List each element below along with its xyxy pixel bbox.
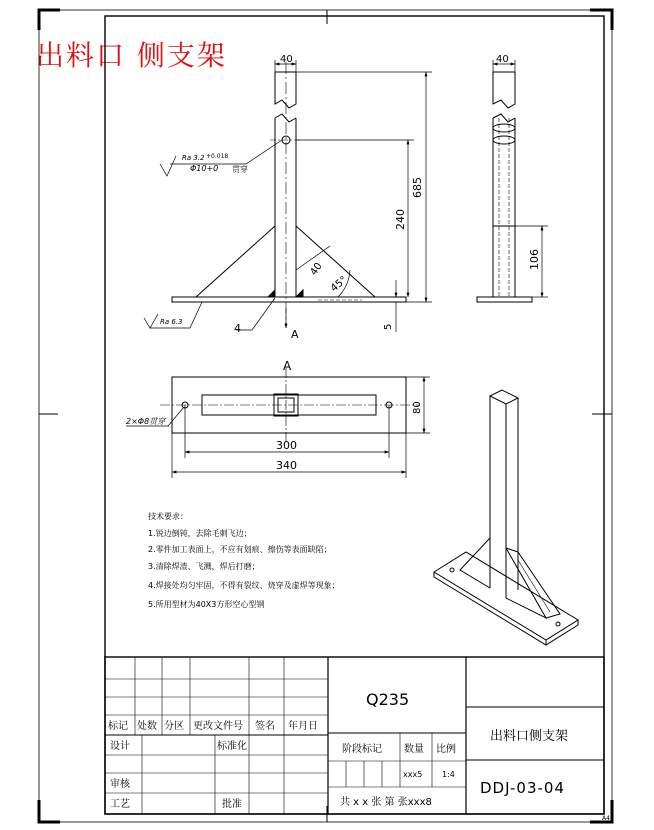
dim-height-106: 106	[528, 249, 541, 270]
hole-roughness: Ra 3.2	[182, 154, 205, 162]
base-roughness: Ra 6.3	[160, 318, 183, 326]
tech-req-item: 2.零件加工表面上，不应有划痕、擦伤等表面缺陷；	[148, 545, 332, 554]
dim-total-height: 685	[411, 177, 424, 198]
weld-symbol: 4	[234, 322, 241, 335]
dim-thickness-5: 5	[383, 323, 394, 330]
col-change-doc: 更改文件号	[193, 721, 243, 732]
tech-req-item: 1.锐边倒钝，去除毛刺飞边；	[148, 529, 252, 538]
col-mark: 标记	[108, 721, 128, 732]
dim-width-80: 80	[412, 401, 423, 414]
label-design: 设计	[110, 741, 130, 752]
col-count: 处数	[137, 721, 157, 732]
material: Q235	[366, 690, 410, 709]
dim-side-top-width: 40	[496, 54, 509, 65]
section-label-a-top: A	[283, 359, 292, 373]
hole-size: Φ10+0	[190, 164, 219, 173]
side-view-texts	[496, 54, 541, 270]
centering-marks	[39, 10, 612, 822]
label-approve: 批准	[222, 799, 242, 810]
dim-length-340: 340	[276, 459, 297, 472]
label-process: 工艺	[110, 799, 130, 810]
label-scale: 比例	[436, 744, 456, 755]
label-stage-mark: 阶段标记	[342, 744, 382, 755]
front-view-dimensions	[144, 60, 432, 332]
label-standardize: 标准化	[217, 741, 247, 752]
corner-sheet-size: A4	[602, 815, 610, 822]
tech-requirements	[148, 511, 340, 609]
sheet-count: 共 x x 张 第 张xxx8	[340, 797, 432, 808]
weight-value: xxx5	[403, 770, 423, 779]
label-review: 审核	[110, 779, 130, 790]
isometric-view	[434, 390, 578, 645]
tech-req-item: 5.所用型材为40X3方形空心型钢	[148, 600, 265, 609]
paper-border	[39, 10, 612, 822]
front-view	[172, 62, 406, 325]
dim-slant-40: 40	[308, 260, 325, 278]
label-weight: 数量	[404, 744, 424, 755]
dim-height-240: 240	[394, 209, 407, 230]
hole-tolerance: +0.018	[206, 153, 229, 160]
holes-callout: 2×Φ8贯穿	[126, 417, 166, 426]
scale-value: 1:4	[442, 770, 455, 779]
drawing-title-overlay: 出料口 侧支架	[36, 39, 227, 72]
front-view-texts	[160, 54, 424, 341]
tech-req-heading: 技术要求：	[148, 512, 188, 521]
title-block-texts	[108, 690, 610, 822]
hole-through: 贯穿	[232, 165, 248, 174]
col-signature: 签名	[255, 721, 275, 732]
drawing-number: DDJ-03-04	[480, 779, 565, 797]
col-zone: 分区	[164, 721, 184, 732]
col-date: 年月日	[288, 721, 318, 732]
dim-length-300: 300	[276, 439, 297, 452]
sheet-corner-marks	[39, 10, 612, 822]
section-label-a-bottom: A	[291, 328, 299, 341]
tech-req-item: 4.焊接处均匀牢固，不得有裂纹、烧穿及虚焊等现象；	[148, 581, 340, 590]
dim-top-width: 40	[280, 54, 293, 65]
top-view	[160, 368, 420, 443]
dim-angle-45: 45°	[328, 274, 350, 295]
side-view	[477, 72, 532, 302]
part-name: 出料口侧支架	[490, 729, 569, 744]
tech-req-item: 3.清除焊渣、飞溅，焊后打磨；	[148, 562, 260, 571]
